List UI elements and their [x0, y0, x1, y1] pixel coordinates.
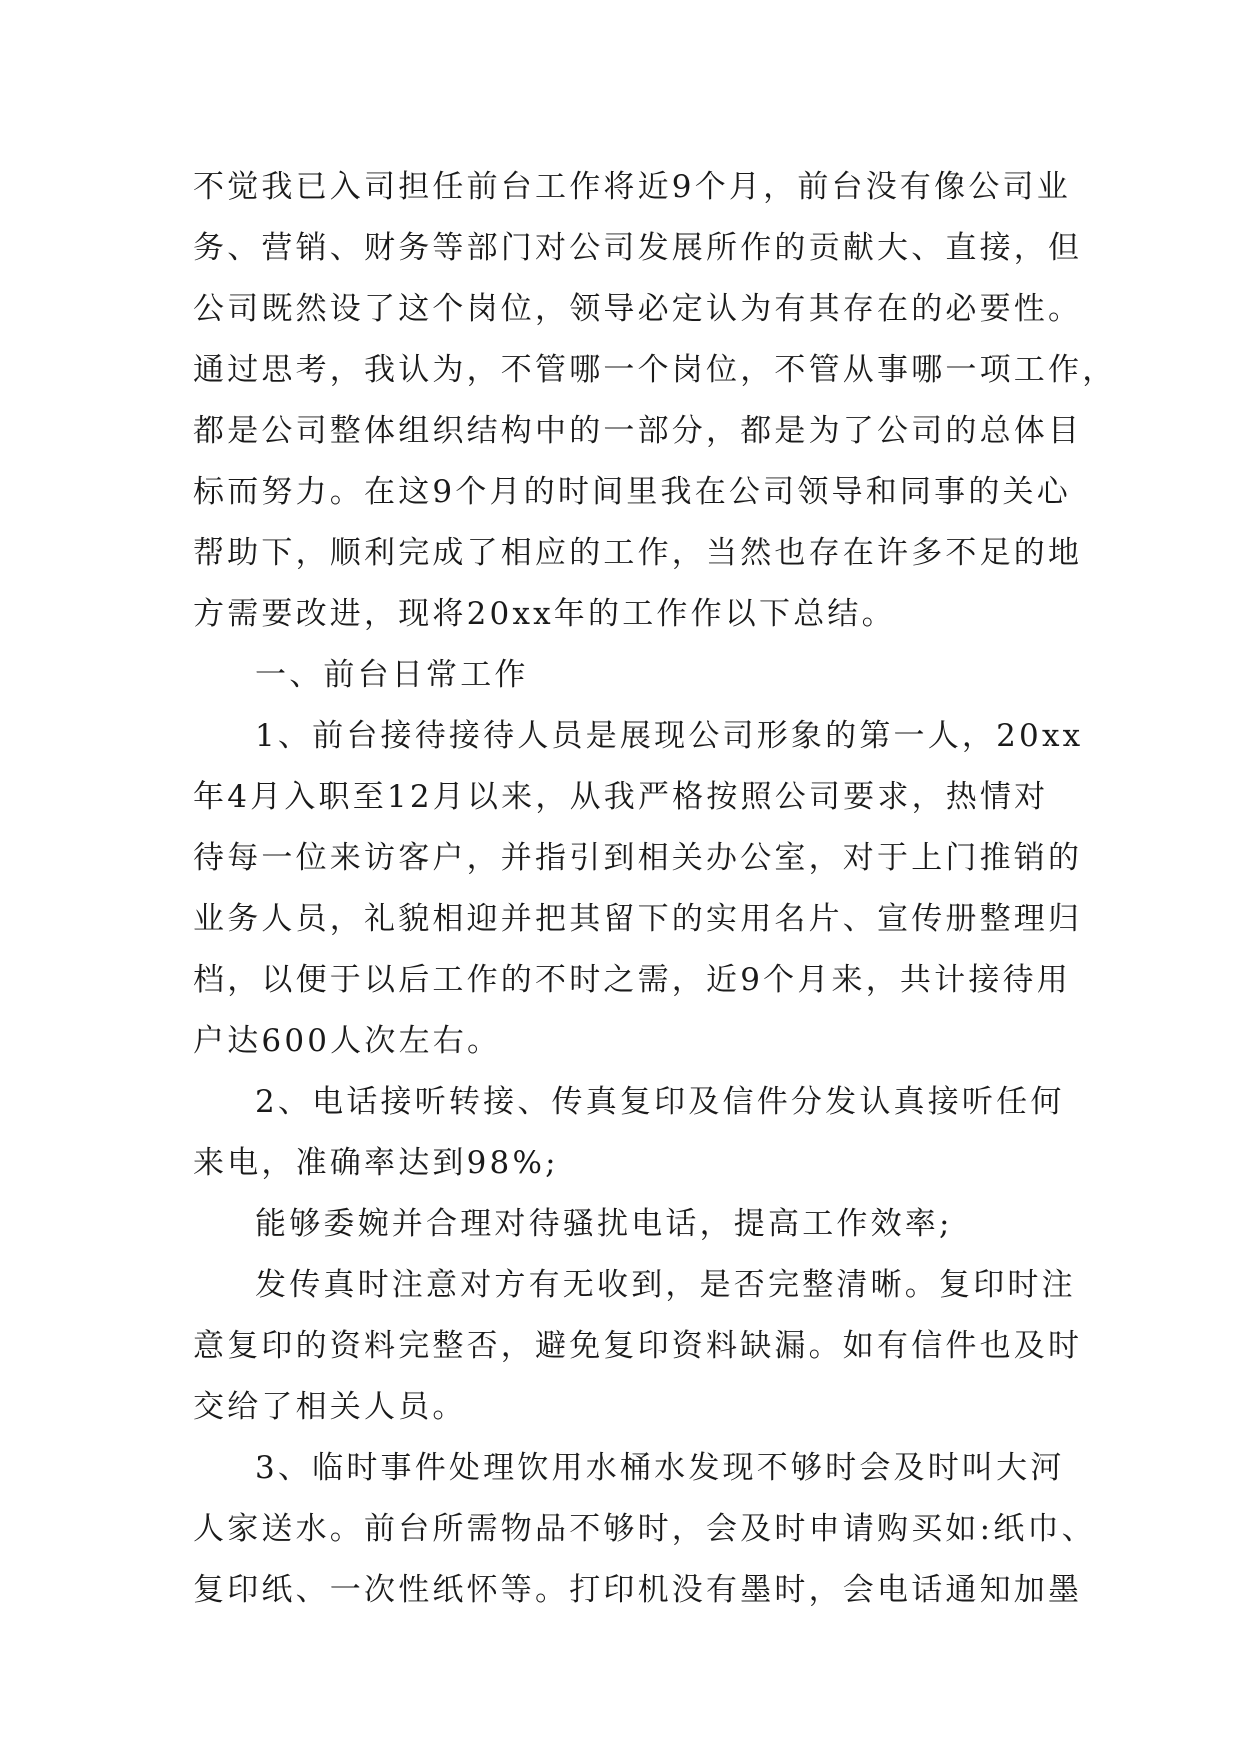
text-line: 通过思考，我认为，不管哪一个岗位，不管从事哪一项工作，: [193, 352, 1117, 388]
section-heading: 一、前台日常工作: [255, 657, 529, 693]
text-line: 待每一位来访客户，并指引到相关办公室，对于上门推销的: [193, 840, 1083, 876]
text-line: 帮助下，顺利完成了相应的工作，当然也存在许多不足的地: [193, 535, 1083, 571]
text-line: 档，以便于以后工作的不时之需，近9个月来，共计接待用: [193, 962, 1071, 998]
document-body: [193, 157, 1117, 1621]
text-line: 3、临时事件处理饮用水桶水发现不够时会及时叫大河: [255, 1450, 1065, 1486]
text-line: 意复印的资料完整否，避免复印资料缺漏。如有信件也及时: [193, 1328, 1083, 1364]
text-line: 方需要改进，现将20xx年的工作作以下总结。: [193, 596, 896, 632]
text-line: 人家送水。前台所需物品不够时，会及时申请购买如:纸巾、: [193, 1511, 1096, 1547]
text-line: 不觉我已入司担任前台工作将近9个月，前台没有像公司业: [193, 169, 1071, 205]
text-line: 来电，准确率达到98%;: [193, 1145, 559, 1181]
text-line: 2、电话接听转接、传真复印及信件分发认真接听任何: [255, 1084, 1065, 1120]
text-line: 标而努力。在这9个月的时间里我在公司领导和同事的关心: [193, 474, 1071, 510]
text-line: 公司既然设了这个岗位，领导必定认为有其存在的必要性。: [193, 291, 1083, 327]
text-line: 务、营销、财务等部门对公司发展所作的贡献大、直接，但: [193, 230, 1083, 266]
text-line: 都是公司整体组织结构中的一部分，都是为了公司的总体目: [193, 413, 1083, 449]
text-line: 发传真时注意对方有无收到，是否完整清晰。复印时注: [255, 1267, 1076, 1303]
text-line: 交给了相关人员。: [193, 1389, 467, 1425]
text-line: 户达600人次左右。: [193, 1023, 502, 1059]
text-line: 业务人员，礼貌相迎并把其留下的实用名片、宣传册整理归: [193, 901, 1083, 937]
text-line: 能够委婉并合理对待骚扰电话，提高工作效率;: [255, 1206, 953, 1242]
text-line: 1、前台接待接待人员是展现公司形象的第一人，20xx: [255, 718, 1084, 754]
text-line: 年4月入职至12月以来，从我严格按照公司要求，热情对: [193, 779, 1049, 815]
text-line: 复印纸、一次性纸怀等。打印机没有墨时，会电话通知加墨: [193, 1572, 1083, 1608]
